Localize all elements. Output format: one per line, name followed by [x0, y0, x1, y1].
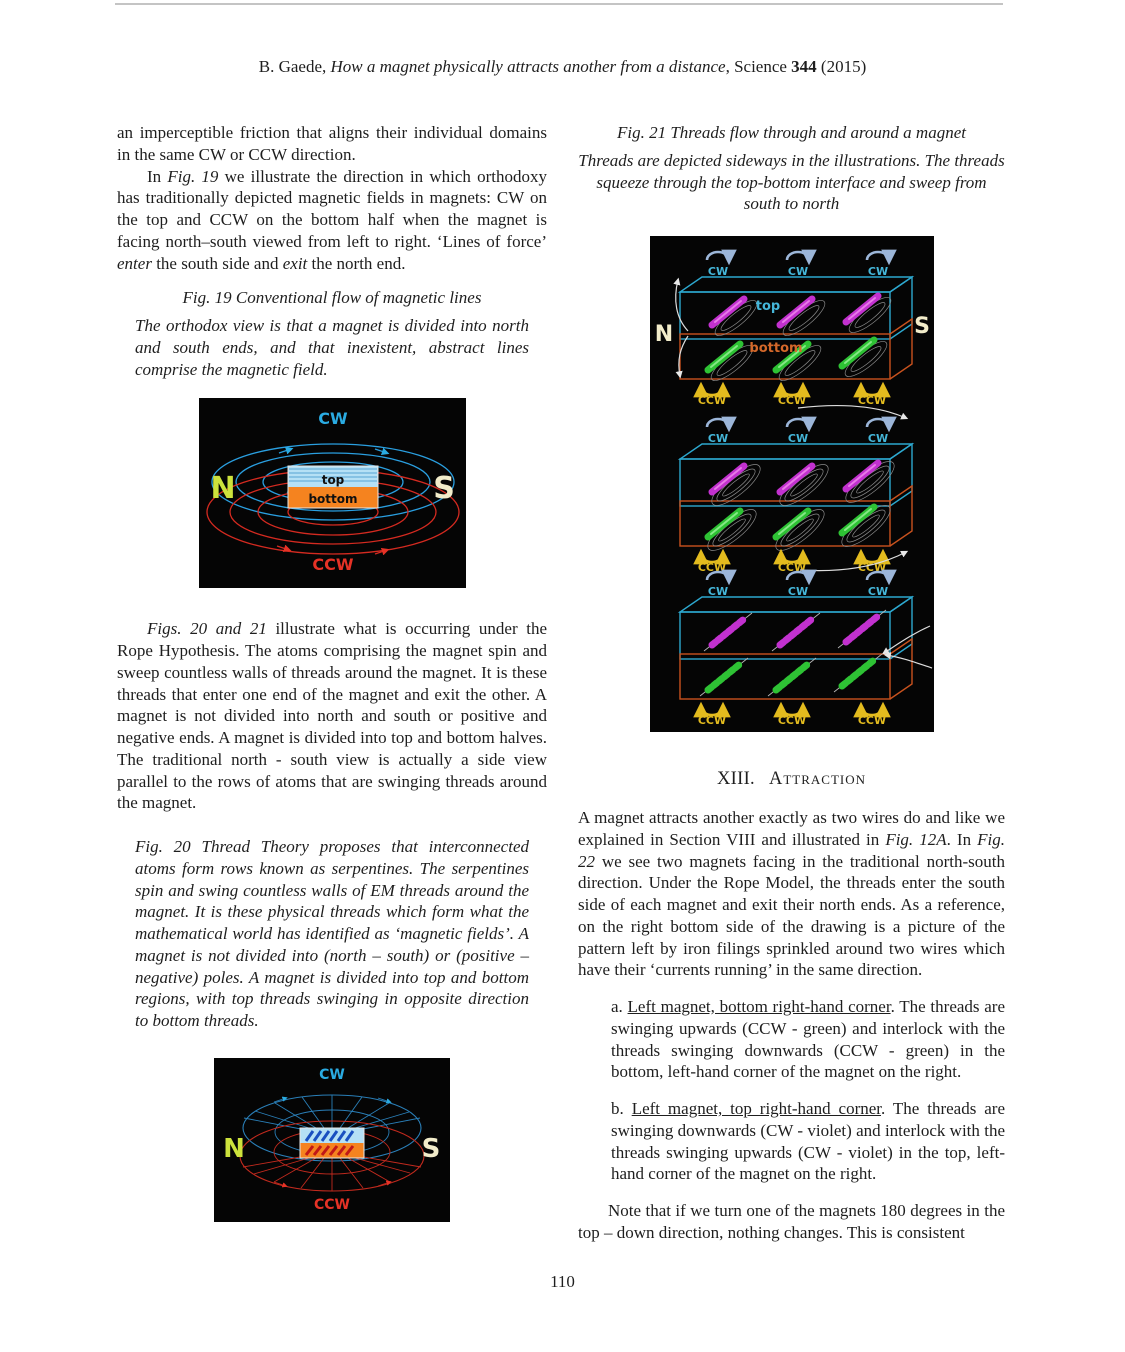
fig19-subcaption: The orthodox view is that a magnet is divided into north and south ends, and that inexistent, abstract lines comprise the magnetic field. — [135, 316, 529, 379]
cw-label: CW — [787, 432, 808, 445]
paragraph-attraction-intro — [578, 807, 1005, 981]
text-run: the north end. — [307, 253, 406, 273]
fig19-image — [199, 398, 466, 588]
cw-label: CW — [319, 1066, 345, 1083]
cw-label: CW — [707, 432, 728, 445]
text-run: In — [147, 166, 168, 186]
left-column — [117, 122, 547, 1222]
text-run-enter: enter — [117, 253, 152, 273]
south-label: S — [913, 314, 930, 339]
bottom-region-label: bottom — [748, 341, 803, 356]
ccw-label: CCW — [314, 1196, 350, 1213]
ccw-label: CCW — [697, 714, 726, 727]
fig20-image — [214, 1058, 450, 1222]
text-run: . The threads are swinging downwards (CW - violet) and interlock with the threads swinging upwards (CW - violet) in the top, left-hand corner of the magnet on the right. — [611, 1099, 1006, 1184]
item-marker: b. — [611, 1099, 632, 1119]
fig19-reference: Fig. 19 — [167, 166, 219, 186]
list-item-b — [611, 1098, 1005, 1185]
north-label: N — [209, 471, 236, 507]
cw-label: CW — [787, 265, 808, 278]
text-run: A magnet attracts another exactly as two wires do and like we explained in Section VIII and illustrated in — [578, 808, 1005, 849]
fig20-caption: Fig. 20 Thread Theory proposes that interconnected atoms form rows known as serpentines. The serpentines spin and swing countless walls of EM threads around the magnet. It is these physical threads which form what the mathematical world has identified as ‘magnetic fields’. A magnet is not divided into (north – south) or (positive – negative) poles. A magnet is divided into top and bottom regions, with top threads swinging in opposite direction to bottom threads. — [135, 837, 529, 1030]
ccw-label: CCW — [857, 394, 886, 407]
top-region-label: top — [755, 299, 780, 314]
ccw-label: CCW — [697, 394, 726, 407]
magnet-bottom-label: bottom — [307, 492, 358, 507]
text-run: the south side and — [151, 253, 283, 273]
cw-label: CW — [317, 409, 348, 429]
text-run: we see two magnets facing in the traditional north-south direction. Under the Rope Model, the threads enter the south side of each magnet and exit their north ends. As a reference, on the right bottom side of the drawing is a picture of the pattern left by iron filings sprinkled around two wires which have their ‘currents running’ in the same direction. — [578, 851, 1005, 980]
paragraph-friction: an imperceptible friction that aligns their individual domains in the same CW or CCW direction. — [117, 123, 547, 164]
running-header — [0, 57, 1125, 77]
ccw-label: CCW — [777, 561, 806, 574]
paragraph-note: Note that if we turn one of the magnets 180 degrees in the top – down direction, nothing changes. This is consistent — [578, 1201, 1005, 1242]
south-label: S — [432, 471, 455, 507]
south-label: S — [421, 1133, 441, 1164]
header-article-title: How a magnet physically attracts another from a distance — [330, 57, 726, 76]
header-journal: , Science — [725, 57, 792, 76]
fig21-image — [650, 236, 934, 732]
ccw-label: CCW — [697, 561, 726, 574]
fig19-caption: Fig. 19 Conventional flow of magnetic lines — [182, 288, 482, 308]
right-column — [578, 122, 1005, 1244]
magnet-top-label: top — [321, 473, 344, 488]
cw-label: CW — [707, 585, 728, 598]
item-b-underlined: Left magnet, top right-hand corner — [631, 1099, 882, 1119]
cw-label: CW — [787, 585, 808, 598]
fig22-reference: Fig. 22 — [578, 829, 1005, 871]
magnet — [300, 1128, 364, 1158]
fig21-subcaption: Threads are depicted sideways in the illustrations. The threads squeeze through the top-bottom interface and sweep from south to north — [578, 150, 1005, 214]
fig21-caption: Fig. 21 Threads flow through and around a magnet — [617, 123, 966, 142]
top-rule — [115, 3, 1003, 5]
text-run: . The threads are swinging upwards (CCW - green) and interlock with the threads swinging downwards (CCW - green) in the bottom, left-hand corner of the magnet on the right. — [611, 997, 1006, 1082]
text-run: illustrate what is occurring under the Rope Hypothesis. The atoms comprising the magnet spin and sweep countless walls of threads around the magnet. It is these threads that enter one end of the magnet and exit the other. A magnet is not divided into north and south or positive and negative ends. A magnet is divided into top and bottom halves. The traditional north - south view is actually a side view parallel to the rows of atoms that are swinging threads around the magnet. — [117, 619, 547, 813]
paragraph-fig19-intro — [117, 166, 547, 275]
ccw-label: CCW — [311, 555, 354, 575]
header-author: B. Gaede, — [258, 57, 331, 76]
cw-label: CW — [867, 265, 888, 278]
list-item-a — [611, 996, 1005, 1083]
cw-label: CW — [867, 432, 888, 445]
header-volume: 344 — [791, 57, 817, 76]
ccw-label: CCW — [857, 561, 886, 574]
north-label: N — [654, 322, 673, 347]
section-heading-attraction — [578, 768, 1005, 792]
page-number: 110 — [550, 1272, 575, 1291]
paragraph-rope-hypothesis — [117, 618, 547, 814]
text-run: we illustrate the direction in which orthodoxy has traditionally depicted magnetic fields in magnets: CW on the top and CCW on the bottom half when the magnet is facing north–south viewed from left to right. ‘Lines of force’ — [117, 166, 547, 251]
ccw-label: CCW — [777, 394, 806, 407]
header-year: (2015) — [816, 57, 867, 76]
cw-label: CW — [707, 265, 728, 278]
north-label: N — [223, 1133, 245, 1164]
section-title: Attraction — [768, 769, 866, 789]
section-number: XIII. — [717, 769, 755, 789]
text-run: . In — [946, 829, 978, 849]
text-run-exit: exit — [282, 253, 308, 273]
figs20-21-reference: Figs. 20 and 21 — [147, 619, 267, 639]
magnet — [288, 466, 378, 508]
cw-label: CW — [867, 585, 888, 598]
item-a-underlined: Left magnet, bottom right-hand corner — [627, 997, 891, 1017]
fig12a-reference: Fig. 12A — [885, 829, 947, 849]
ccw-label: CCW — [777, 714, 806, 727]
item-marker: a. — [611, 997, 628, 1017]
ccw-label: CCW — [857, 714, 886, 727]
